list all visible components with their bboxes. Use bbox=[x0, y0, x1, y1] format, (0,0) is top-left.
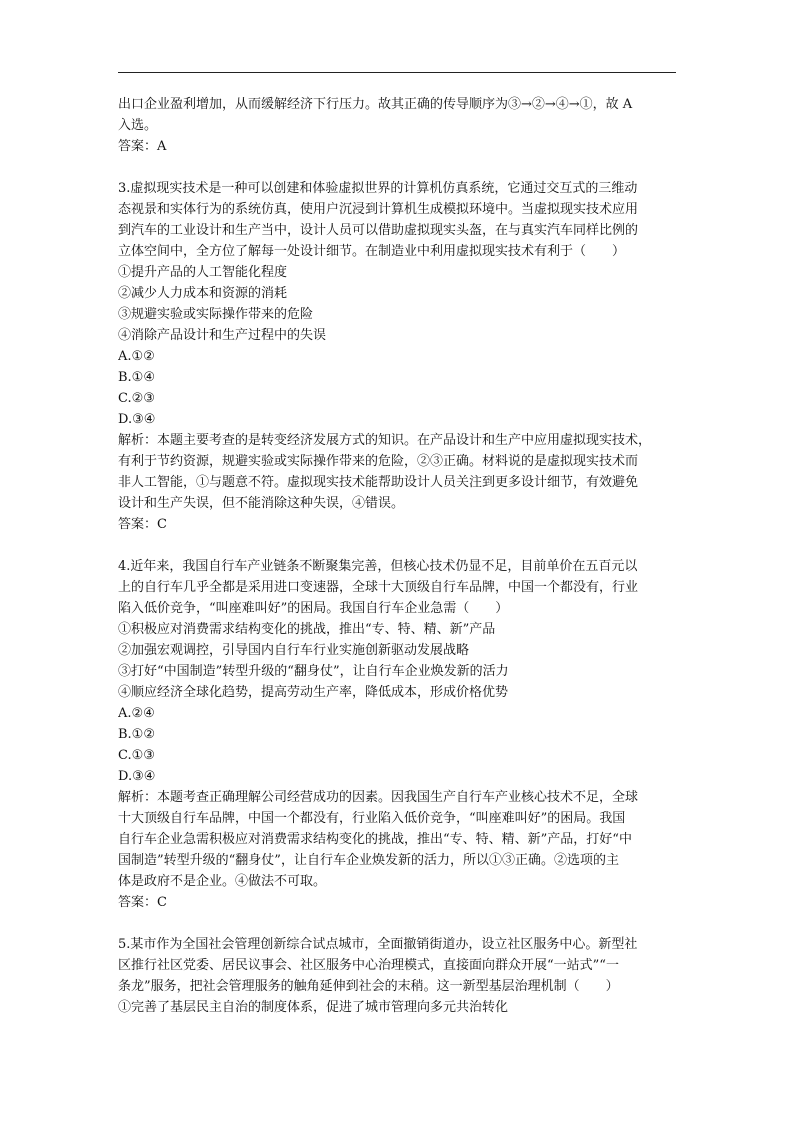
analysis-line: 国制造”转型升级的“翻身仗”，让自行车企业焕发新的活力，所以①③正确。②选项的主 bbox=[118, 853, 619, 868]
question-stem-line: 区推行社区党委、居民议事会、社区服务中心治理模式，直接面向群众开展“一站式”“一 bbox=[118, 958, 619, 973]
question-3 bbox=[118, 178, 678, 535]
option-c: C.②③ bbox=[118, 391, 155, 406]
statement-item: ④消除产品设计和生产过程中的失误 bbox=[118, 328, 327, 343]
continuation-line: 入选。 bbox=[118, 118, 158, 133]
continuation-block bbox=[118, 94, 678, 157]
option-a: A.②④ bbox=[118, 706, 155, 721]
question-5 bbox=[118, 934, 678, 1018]
paragraph-gap bbox=[118, 913, 678, 934]
paragraph-gap bbox=[118, 535, 678, 556]
question-stem-line: 陷入低价竞争，“叫座难叫好”的困局。我国自行车企业急需（ ） bbox=[118, 601, 509, 616]
analysis-line: 体是政府不是企业。④做法不可取。 bbox=[118, 874, 327, 889]
statement-item: ②加强宏观调控，引导国内自行车行业实施创新驱动发展战略 bbox=[118, 643, 470, 658]
analysis-line: 有利于节约资源，规避实验或实际操作带来的危险，②③正确。材料说的是虚拟现实技术而 bbox=[118, 454, 639, 469]
option-a: A.①② bbox=[118, 349, 155, 364]
continuation-line: 出口企业盈利增加，从而缓解经济下行压力。故其正确的传导顺序为③→②→④→①，故 A bbox=[118, 97, 633, 112]
question-stem-line: 态视景和实体行为的系统仿真，使用户沉浸到计算机生成模拟环境中。当虚拟现实技术应用 bbox=[118, 202, 639, 217]
answer-line: 答案：C bbox=[118, 517, 167, 532]
statement-item: ④顺应经济全球化趋势，提高劳动生产率，降低成本，形成价格优势 bbox=[118, 685, 509, 700]
paragraph-gap bbox=[118, 157, 678, 178]
question-stem-line: 立体空间中，全方位了解每一处设计细节。在制造业中利用虚拟现实技术有利于（ ） bbox=[118, 244, 626, 259]
analysis-line: 设计和生产失误，但不能消除这种失误，④错误。 bbox=[118, 496, 405, 511]
answer-line: 答案：C bbox=[118, 895, 167, 910]
option-c: C.①③ bbox=[118, 748, 155, 763]
statement-item: ①提升产品的人工智能化程度 bbox=[118, 265, 288, 280]
question-stem-line: 条龙”服务，把社会管理服务的触角延伸到社会的末稍。这一新型基层治理机制（ ） bbox=[118, 979, 619, 994]
option-b: B.①② bbox=[118, 727, 155, 742]
answer-line: 答案：A bbox=[118, 139, 167, 154]
question-stem-line: 3.虚拟现实技术是一种可以创建和体验虚拟世界的计算机仿真系统，它通过交互式的三维动 bbox=[118, 181, 638, 196]
analysis-line: 解析：本题考查正确理解公司经营成功的因素。因我国生产自行车产业核心技术不足，全球 bbox=[118, 790, 639, 805]
document-body bbox=[118, 94, 678, 1018]
analysis-line: 十大顶级自行车品牌，中国一个都没有，行业陷入低价竞争，“叫座难叫好”的困局。我国 bbox=[118, 811, 626, 826]
option-d: D.③④ bbox=[118, 412, 156, 427]
analysis-line: 自行车企业急需积极应对消费需求结构变化的挑战，推出“专、特、精、新”产品，打好“中 bbox=[118, 832, 632, 847]
question-stem-line: 4.近年来，我国自行车产业链条不断聚集完善，但核心技术仍显不足，目前单价在五百元以 bbox=[118, 559, 638, 574]
question-stem-line: 到汽车的工业设计和生产当中，设计人员可以借助虚拟现实头盔，在与真实汽车同样比例的 bbox=[118, 223, 639, 238]
statement-item: ①完善了基层民主自治的制度体系，促进了城市管理向多元共治转化 bbox=[118, 1000, 509, 1015]
statement-item: ③规避实验或实际操作带来的危险 bbox=[118, 307, 314, 322]
statement-item: ①积极应对消费需求结构变化的挑战，推出“专、特、精、新”产品 bbox=[118, 622, 496, 637]
analysis-line: 非人工智能，①与题意不符。虚拟现实技术能帮助设计人员关注到更多设计细节，有效避免 bbox=[118, 475, 639, 490]
option-d: D.③④ bbox=[118, 769, 156, 784]
statement-item: ③打好“中国制造”转型升级的“翻身仗”，让自行车企业焕发新的活力 bbox=[118, 664, 509, 679]
statement-item: ②减少人力成本和资源的消耗 bbox=[118, 286, 288, 301]
question-4 bbox=[118, 556, 678, 913]
analysis-line: 解析：本题主要考查的是转变经济发展方式的知识。在产品设计和生产中应用虚拟现实技术， bbox=[118, 433, 652, 448]
question-stem-line: 上的自行车几乎全都是采用进口变速器，全球十大顶级自行车品牌，中国一个都没有，行业 bbox=[118, 580, 639, 595]
question-stem-line: 5.某市作为全国社会管理创新综合试点城市，全面撤销街道办，设立社区服务中心。新型社 bbox=[118, 937, 638, 952]
option-b: B.①④ bbox=[118, 370, 155, 385]
header-rule bbox=[118, 72, 676, 73]
